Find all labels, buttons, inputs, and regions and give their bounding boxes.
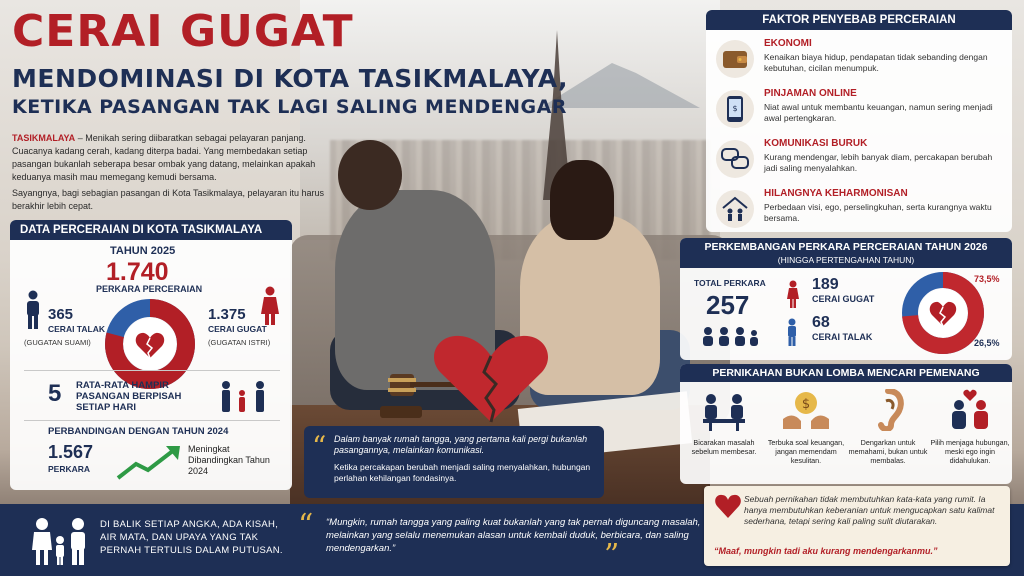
quote-follow: Ketika percakapan berubah menjadi saling menyalahkan, hubungan perlahan kehilangan fondasinya.: [334, 462, 591, 483]
svg-text:$: $: [732, 104, 738, 113]
tip-text: Terbuka soal keuangan, jangan memendam kesulitan.: [767, 438, 845, 465]
tip-item: [766, 386, 846, 465]
center-quote-box: [304, 426, 604, 498]
daily-average: 5: [48, 380, 62, 407]
talak-sublabel: (GUGATAN SUAMI): [24, 338, 91, 347]
ear-icon: [848, 386, 928, 434]
wallet-icon: [716, 40, 754, 78]
cause-item-communication: [716, 136, 1006, 182]
gugat-label-2026: CERAI GUGAT: [812, 294, 875, 304]
cause-desc: Kurang mendengar, lebih banyak diam, percakapan berubah jadi saling menyalahkan.: [764, 152, 993, 173]
year-label: TAHUN 2025: [110, 245, 176, 257]
cause-desc: Kenaikan biaya hidup, pendapatan tidak sebanding dengan kebutuhan, cicilan menumpuk.: [764, 52, 988, 73]
separating-family-icon: [216, 380, 272, 414]
gugat-percent: 73,5%: [974, 274, 1000, 284]
cause-title: KOMUNIKASI BURUK: [764, 138, 868, 149]
divider: [24, 370, 280, 371]
intro-paragraph-2: Sayangnya, bagi sebagian pasangan di Kota Tasikmalaya, pelayaran itu harus berakhir lebih cepat.: [12, 188, 325, 211]
subheadline-2: KETIKA PASANGAN TAK LAGI SALING MENDENGAR: [12, 96, 567, 118]
broken-heart-icon: [432, 332, 550, 424]
discussion-icon: [684, 386, 764, 434]
progress-2026-card: [680, 238, 1012, 360]
cases-2024-label: PERKARA: [48, 464, 91, 474]
woman-icon: [260, 286, 280, 326]
subheadline: MENDOMINASI DI KOTA TASIKMALAYA,: [12, 64, 569, 93]
svg-text:$: $: [801, 397, 811, 412]
trend-label: Meningkat Dibandingkan Tahun 2024: [188, 444, 270, 476]
quote-mark-icon: “: [312, 430, 327, 463]
note-text: Sebuah pernikahan tidak membutuhkan kata-kata yang rumit. Ia hanya membutuhkan keberanian untuk mengucapkan satu kalimat sederhana, tetapi sering kali paling sulit diutarakan.: [744, 494, 995, 526]
progress-header: PERKEMBANGAN PERKARA PERCERAIAN TAHUN 2026: [680, 238, 1012, 256]
bottom-quote: “Mungkin, rumah tangga yang paling kuat bukanlah yang tak pernah diguncang masalah, melainkan yang selalu menemukan alasan untuk kembali duduk, berbicara, dan saling mendengarkan.”: [326, 517, 701, 554]
gugat-count: 1.375: [208, 306, 246, 323]
intro-text: [12, 132, 332, 216]
total-cases: 1.740: [106, 258, 169, 286]
broken-home-icon: [716, 190, 754, 228]
closing-note: [704, 486, 1010, 566]
cause-item-online-loan: [716, 86, 1006, 132]
quote-main: Dalam banyak rumah tangga, yang pertama kali pergi bukanlah pasangannya, melainkan komunikasi.: [334, 434, 588, 455]
talak-label: CERAI TALAK: [48, 324, 105, 334]
progress-subheader: (HINGGA PERTENGAHAN TAHUN): [680, 255, 1012, 268]
cause-title: PINJAMAN ONLINE: [764, 88, 857, 99]
tip-item: [848, 386, 928, 465]
divorce-share-donut: [104, 298, 196, 390]
intro-paragraph-1: – Menikah sering diibaratkan sebagai pelayaran panjang. Cuacanya kadang cerah, kadang diterpa badai. Yang membedakan setiap pasangan bukanlah seberapa besar ombak yang datang, melainkan apakah keduanya masih mau memegang kemudi bersama.: [12, 133, 316, 182]
daily-average-label: RATA-RATA HAMPIR PASANGAN BERPISAH SETIAP HARI: [76, 380, 182, 413]
money-hands-icon: [766, 386, 846, 434]
comparison-header: PERBANDINGAN DENGAN TAHUN 2024: [48, 426, 229, 437]
man-icon: [786, 318, 798, 346]
cause-desc: Niat awal untuk membantu keuangan, namun sering menjadi awal pertengkaran.: [764, 102, 993, 123]
phone-icon: [716, 90, 754, 128]
woman-head: [550, 160, 614, 240]
cause-title: EKONOMI: [764, 38, 812, 49]
tip-text: Pilih menjaga hubungan, meski ego ingin didahulukan.: [930, 438, 1010, 465]
tip-item: [930, 386, 1010, 465]
tip-text: Dengarkan untuk memahami, bukan untuk membalas.: [848, 438, 928, 465]
divorce-data-card: [10, 220, 292, 490]
cause-item-harmony: [716, 186, 1006, 232]
tip-text: Bicarakan masalah sebelum membesar.: [691, 438, 757, 456]
heart-icon: [714, 492, 742, 520]
quote-open-icon: “: [298, 508, 314, 543]
family-icon: [700, 326, 760, 346]
talak-count-2026: 68: [812, 314, 830, 331]
gugat-label: CERAI GUGAT: [208, 324, 267, 334]
family-icon: [30, 516, 90, 566]
couple-heart-icon: [930, 386, 1010, 434]
total-cases-label: TOTAL PERKARA: [694, 278, 766, 288]
talak-count: 365: [48, 306, 74, 323]
woman-icon: [786, 280, 800, 308]
tips-header: PERNIKAHAN BUKAN LOMBA MENCARI PEMENANG: [680, 364, 1012, 382]
gugat-sublabel: (GUGATAN ISTRI): [208, 338, 271, 347]
chat-icon: [716, 140, 754, 178]
cause-item-economy: [716, 36, 1006, 82]
talak-percent: 26,5%: [974, 338, 1000, 348]
dateline: TASIKMALAYA: [12, 133, 76, 143]
tip-item: [684, 386, 764, 456]
marriage-tips-card: [680, 364, 1012, 484]
cases-2024: 1.567: [48, 442, 94, 462]
cause-title: HILANGNYA KEHARMONISAN: [764, 188, 908, 199]
cause-desc: Perbedaan visi, ego, perselingkuhan, serta kurangnya waktu bersama.: [764, 202, 992, 223]
man-head: [338, 140, 402, 210]
data-card-header: DATA PERCERAIAN DI KOTA TASIKMALAYA: [10, 220, 292, 240]
note-closing: “Maaf, mungkin tadi aku kurang mendengarkanmu.”: [714, 546, 938, 556]
gugat-count-2026: 189: [812, 276, 839, 293]
bottom-statement: DI BALIK SETIAP ANGKA, ADA KISAH, AIR MATA, DAN UPAYA YANG TAK PERNAH TERTULIS DALAM PUTUSAN.: [100, 519, 283, 556]
total-cases-2026: 257: [706, 290, 750, 320]
causes-card: [706, 10, 1012, 232]
man-icon: [24, 290, 42, 330]
quote-close-icon: ”: [604, 538, 620, 573]
total-cases-label: PERKARA PERCERAIAN: [96, 284, 203, 294]
talak-label-2026: CERAI TALAK: [812, 332, 873, 342]
divider: [24, 420, 280, 421]
causes-header: FAKTOR PENYEBAB PERCERAIAN: [706, 10, 1012, 30]
trend-up-icon: [114, 442, 184, 482]
headline: CERAI GUGAT: [12, 6, 354, 57]
